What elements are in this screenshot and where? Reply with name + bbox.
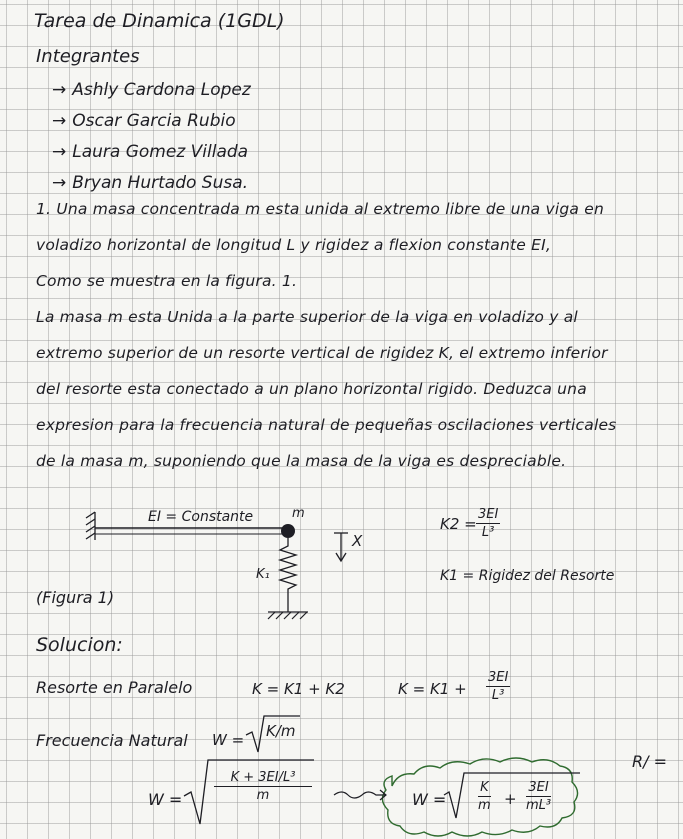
problem-line: La masa m esta Unida a la parte superior de la viga en voladizo y al <box>36 308 578 326</box>
w-radicand: K/m <box>266 722 296 740</box>
member-name: Laura Gomez Villada <box>72 142 249 162</box>
problem-line: extremo superior de un resorte vertical de rigidez K, el extremo inferior <box>36 344 608 362</box>
k2-denominator: L³ <box>481 525 495 540</box>
w2-lhs: W = <box>148 790 183 809</box>
final-term2-denominator: mL³ <box>526 798 552 813</box>
spring-label: K₁ <box>256 567 270 582</box>
k1-note: K1 = Rigidez del Resorte <box>440 568 615 584</box>
w-lhs: W = <box>212 731 245 749</box>
final-term1-denominator: m <box>478 798 491 813</box>
k-total-fraction <box>486 670 510 703</box>
member-name: Oscar Garcia Rubio <box>72 111 236 131</box>
problem-line: de la masa m, suponiendo que la masa de la viga es despreciable. <box>36 452 567 470</box>
k2-numerator: 3EI <box>478 507 499 522</box>
problem-line: Como se muestra en la figura. 1. <box>36 272 298 290</box>
members-heading: Integrantes <box>36 46 140 67</box>
fixed-wall <box>86 512 95 540</box>
parallel-label: Resorte en Paralelo <box>36 678 193 697</box>
solution-heading: Solucion: <box>36 634 123 656</box>
problem-line: expresion para la frecuencia natural de pequeñas oscilaciones verticales <box>36 416 617 434</box>
arrow-icon: → <box>52 80 67 100</box>
problem-line: voladizo horizontal de longitud L y rigidez a flexion constante EI, <box>36 236 552 254</box>
arrow-icon: → <box>52 111 67 131</box>
arrow-icon: → <box>52 142 67 162</box>
arrow-icon: → <box>52 173 67 193</box>
freq-label: Frecuencia Natural <box>36 731 188 750</box>
parallel-formula: K = K1 + K2 <box>252 680 345 698</box>
k-total-denominator: L³ <box>491 688 505 703</box>
arrow-to-answer <box>334 792 386 798</box>
mass-circle <box>281 524 295 538</box>
problem-line: 1. Una masa concentrada m esta unida al extremo libre de una viga en <box>36 200 604 218</box>
final-lhs: W = <box>412 790 447 809</box>
final-term1-numerator: K <box>478 780 491 797</box>
member-name: Ashly Cardona Lopez <box>72 80 251 100</box>
beam-label: EI = Constante <box>148 509 254 525</box>
answer-mark: R/ = <box>632 752 667 771</box>
k2-lhs: K2 = <box>440 515 477 533</box>
final-term2 <box>526 780 551 813</box>
member-name: Bryan Hurtado Susa. <box>72 173 249 193</box>
ground-plane <box>268 612 308 619</box>
final-term2-numerator: 3EI <box>526 780 551 797</box>
page-title: Tarea de Dinamica (1GDL) <box>34 10 285 32</box>
spring <box>280 538 296 612</box>
k-total-lhs: K = K1 + <box>398 680 467 698</box>
mass-label: m <box>292 506 305 521</box>
direction-arrow <box>334 533 348 561</box>
final-plus: + <box>504 790 517 808</box>
direction-label: X <box>352 532 363 550</box>
k-total-numerator: 3EI <box>488 670 509 685</box>
w2-numerator: K + 3EI/L³ <box>214 770 312 787</box>
k2-fraction <box>476 507 500 540</box>
final-term1 <box>478 780 491 813</box>
figure-caption: (Figura 1) <box>36 588 115 607</box>
w2-fraction <box>214 770 312 803</box>
w2-denominator: m <box>256 788 270 803</box>
problem-line: del resorte esta conectado a un plano horizontal rigido. Deduzca una <box>36 380 587 398</box>
